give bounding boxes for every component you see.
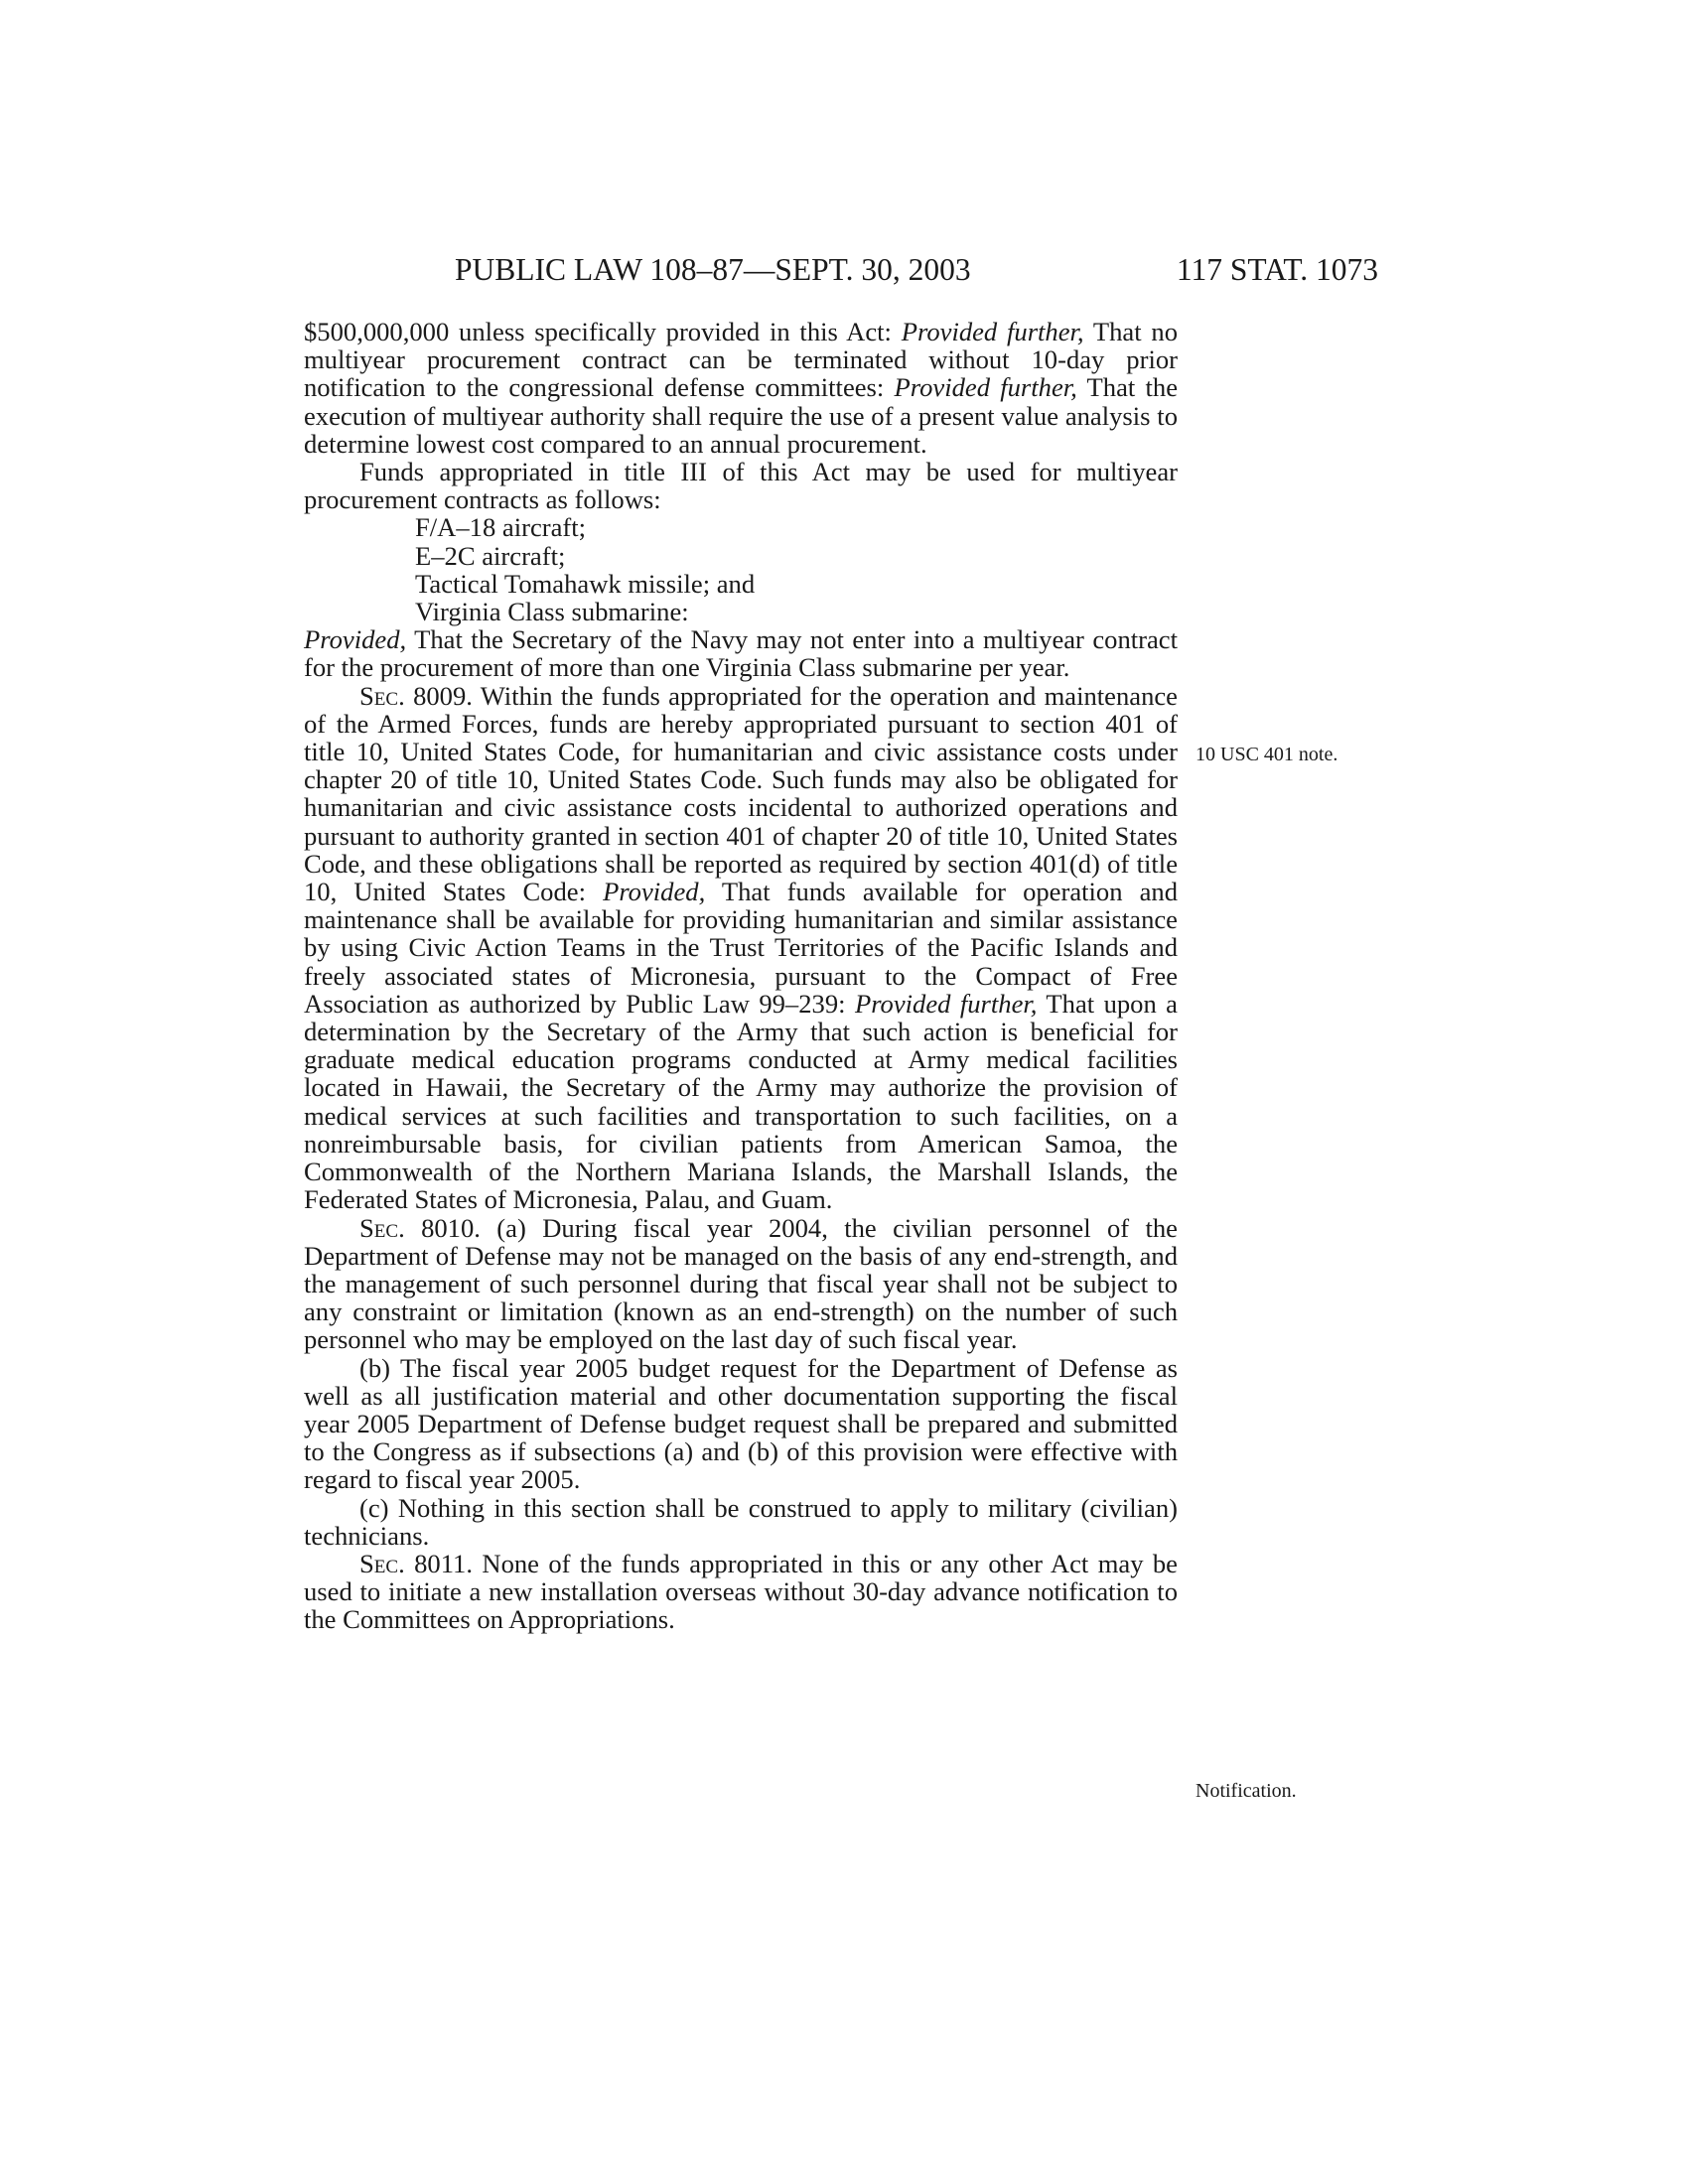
procurement-list: [304, 513, 1178, 625]
margin-note-usc: 10 USC 401 note.: [1196, 744, 1338, 765]
section-8009: Sec. 8009. Within the funds appropriated for the operation and maintenance of the Armed Forces, funds are hereby appropriated pursuant to section 401 of title 10, United States Code, for humanitarian and civic assistance costs under chapter 20 of title 10, United States Code. Such funds may also be obligated for humanitarian and civic assistance costs incidental to authorized operations and pursuant to authority granted in section 401 of chapter 20 of title 10, United States Code, and these obligations shall be reported as required by section 401(d) of title 10, United States Code: Provided, That funds available for operation and maintenance shall be available for providing humanitarian and similar assistance by using Civic Action Teams in the Trust Territories of the Pacific Islands and freely associated states of Micronesia, pursuant to the Compact of Free Association as authorized by Public Law 99–239: Provided further, That upon a determination by the Secretary of the Army that such action is beneficial for graduate medical education programs conducted at Army medical facilities located in Hawaii, the Secretary of the Army may authorize the provision of medical services at such facilities and transportation to such facilities, on a nonreimbursable basis, for civilian patients from American Samoa, the Commonwealth of the Northern Mariana Islands, the Marshall Islands, the Federated States of Micronesia, Palau, and Guam.: [304, 680, 1178, 1215]
header-statute-page: 117 STAT. 1073: [1176, 252, 1378, 287]
paragraph-virginia-proviso: Provided, That the Secretary of the Navy may not enter into a multiyear contract for the procurement of more than one Virginia Class submarine per year.: [304, 624, 1178, 683]
list-item: Tactical Tomahawk missile; and: [415, 568, 756, 599]
list-item: Virginia Class submarine:: [415, 597, 689, 627]
section-8011: Sec. 8011. None of the funds appropriated in this or any other Act may be used to initiate a new installation overseas without 30-day advance notification to the Committees on Appropriations.: [304, 1548, 1178, 1635]
section-8010-a: Sec. 8010. (a) During fiscal year 2004, the civilian personnel of the Department of Defense may not be managed on the basis of any end-strength, and the management of such personnel during that fiscal year shall not be subject to any constraint or limitation (known as an end-strength) on the number of such personnel who may be employed on the last day of such fiscal year.: [304, 1212, 1178, 1355]
document-body: [304, 318, 1178, 1634]
section-8010-b: (b) The fiscal year 2005 budget request for the Department of Defense as well as all justification material and other documentation supporting the fiscal year 2005 Department of Defense budget request shall be prepared and submitted to the Congress as if subsections (a) and (b) of this provision were effective with regard to fiscal year 2005.: [304, 1352, 1178, 1495]
list-item: E–2C aircraft;: [415, 540, 566, 571]
list-item: F/A–18 aircraft;: [415, 512, 587, 543]
running-header: [455, 250, 1378, 290]
section-8010-c: (c) Nothing in this section shall be construed to apply to military (civilian) technicians.: [304, 1492, 1178, 1551]
margin-note-notification: Notification.: [1196, 1780, 1297, 1802]
paragraph-multiyear-funds: Funds appropriated in title III of this Act may be used for multiyear procurement contracts as follows:: [304, 457, 1178, 515]
header-law-date: PUBLIC LAW 108–87—SEPT. 30, 2003: [455, 252, 971, 287]
paragraph-multiyear-terms: $500,000,000 unless specifically provided in this Act: Provided further, That no multiyear procurement contract can be terminated without 10-day prior notification to the congressional defense committees: Provided further, That the execution of multiyear authority shall require the use of a present value analysis to determine lowest cost compared to an annual procurement.: [304, 317, 1178, 459]
